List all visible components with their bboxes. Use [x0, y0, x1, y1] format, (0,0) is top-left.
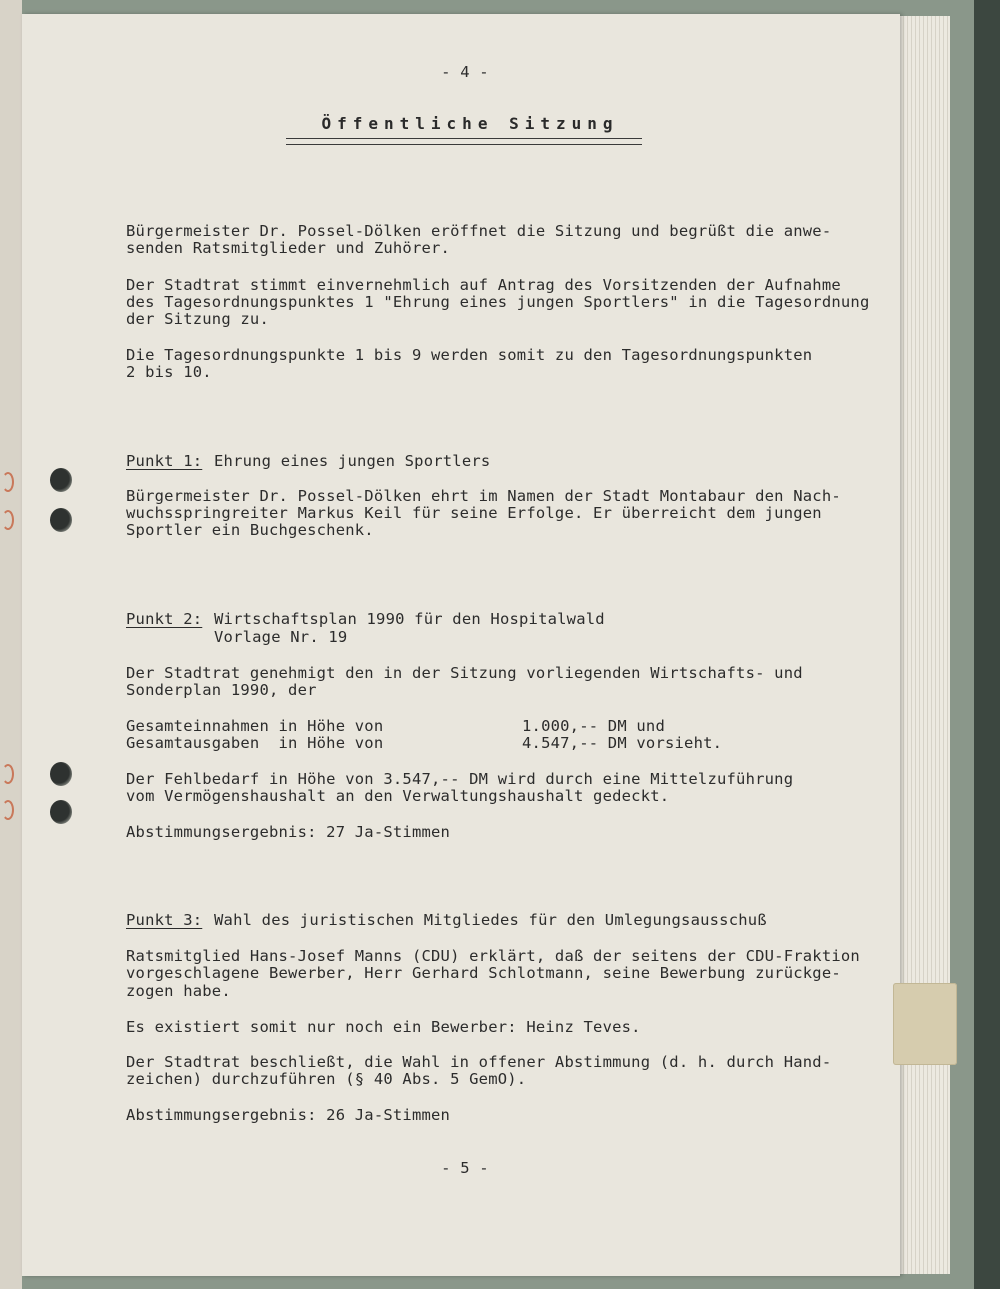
- intro-line: Bürgermeister Dr. Possel-Dölken eröffnet die Sitzung und begrüßt die anwe-: [126, 222, 832, 240]
- body-line: vom Vermögenshaushalt an den Verwaltungshaushalt gedeckt.: [126, 787, 670, 805]
- budget-row-value: 4.547,-- DM vorsieht.: [522, 734, 723, 752]
- body-line: zogen habe.: [126, 982, 231, 1000]
- agenda-item-reference: Vorlage Nr. 19: [214, 628, 348, 646]
- body-line: Bürgermeister Dr. Possel-Dölken ehrt im Namen der Stadt Montabaur den Nach-: [126, 487, 841, 505]
- budget-row-label: Gesamteinnahmen in Höhe von: [126, 717, 384, 735]
- index-tab: [893, 983, 957, 1065]
- agenda-item-label: Punkt 2:: [126, 610, 203, 628]
- body-line: Es existiert somit nur noch ein Bewerber: Heinz Teves.: [126, 1018, 641, 1036]
- body-line: Sportler ein Buchgeschenk.: [126, 521, 374, 539]
- intro-line: der Sitzung zu.: [126, 310, 269, 328]
- body-line: Der Stadtrat beschließt, die Wahl in offener Abstimmung (d. h. durch Hand-: [126, 1053, 832, 1071]
- body-line: Sonderplan 1990, der: [126, 681, 317, 699]
- body-line: zeichen) durchzuführen (§ 40 Abs. 5 GemO).: [126, 1070, 527, 1088]
- page-number-top: - 4 -: [441, 63, 489, 81]
- agenda-item-title: Ehrung eines jungen Sportlers: [214, 452, 491, 470]
- hole-ring: [2, 800, 14, 820]
- punch-hole: [50, 508, 72, 532]
- title-double-rule: [286, 138, 642, 145]
- punch-hole: [50, 762, 72, 786]
- hole-ring: [2, 472, 14, 492]
- intro-line: senden Ratsmitglieder und Zuhörer.: [126, 239, 451, 257]
- budget-row-label: Gesamtausgaben in Höhe von: [126, 734, 384, 752]
- body-line: Ratsmitglied Hans-Josef Manns (CDU) erklärt, daß der seitens der CDU-Fraktion: [126, 947, 860, 965]
- body-line: wuchsspringreiter Markus Keil für seine Erfolge. Er überreicht dem jungen: [126, 504, 822, 522]
- agenda-item-title: Wahl des juristischen Mitgliedes für den Umlegungsausschuß: [214, 911, 767, 929]
- punch-hole: [50, 468, 72, 492]
- previous-page-holes: [0, 0, 22, 1289]
- agenda-item-label: Punkt 1:: [126, 452, 203, 470]
- page-number-bottom: - 5 -: [441, 1159, 489, 1177]
- agenda-item-label: Punkt 3:: [126, 911, 203, 929]
- binder-spine: [974, 0, 1000, 1289]
- hole-ring: [2, 764, 14, 784]
- budget-row-value: 1.000,-- DM und: [522, 717, 665, 735]
- intro-line: Der Stadtrat stimmt einvernehmlich auf Antrag des Vorsitzenden der Aufnahme: [126, 276, 841, 294]
- intro-line: 2 bis 10.: [126, 363, 212, 381]
- page-stack-edge: [900, 16, 950, 1274]
- intro-line: Die Tagesordnungspunkte 1 bis 9 werden somit zu den Tagesordnungspunkten: [126, 346, 813, 364]
- intro-line: des Tagesordnungspunktes 1 "Ehrung eines jungen Sportlers" in die Tagesordnung: [126, 293, 870, 311]
- body-line: Der Fehlbedarf in Höhe von 3.547,-- DM wird durch eine Mittelzuführung: [126, 770, 794, 788]
- body-line: vorgeschlagene Bewerber, Herr Gerhard Schlotmann, seine Bewerbung zurückge-: [126, 964, 841, 982]
- agenda-item-title: Wirtschaftsplan 1990 für den Hospitalwald: [214, 610, 605, 628]
- punch-hole: [50, 800, 72, 824]
- vote-result: Abstimmungsergebnis: 26 Ja-Stimmen: [126, 1106, 451, 1124]
- hole-ring: [2, 510, 14, 530]
- page-title: Öffentliche Sitzung: [321, 114, 619, 133]
- body-line: Der Stadtrat genehmigt den in der Sitzung vorliegenden Wirtschafts- und: [126, 664, 803, 682]
- vote-result: Abstimmungsergebnis: 27 Ja-Stimmen: [126, 823, 451, 841]
